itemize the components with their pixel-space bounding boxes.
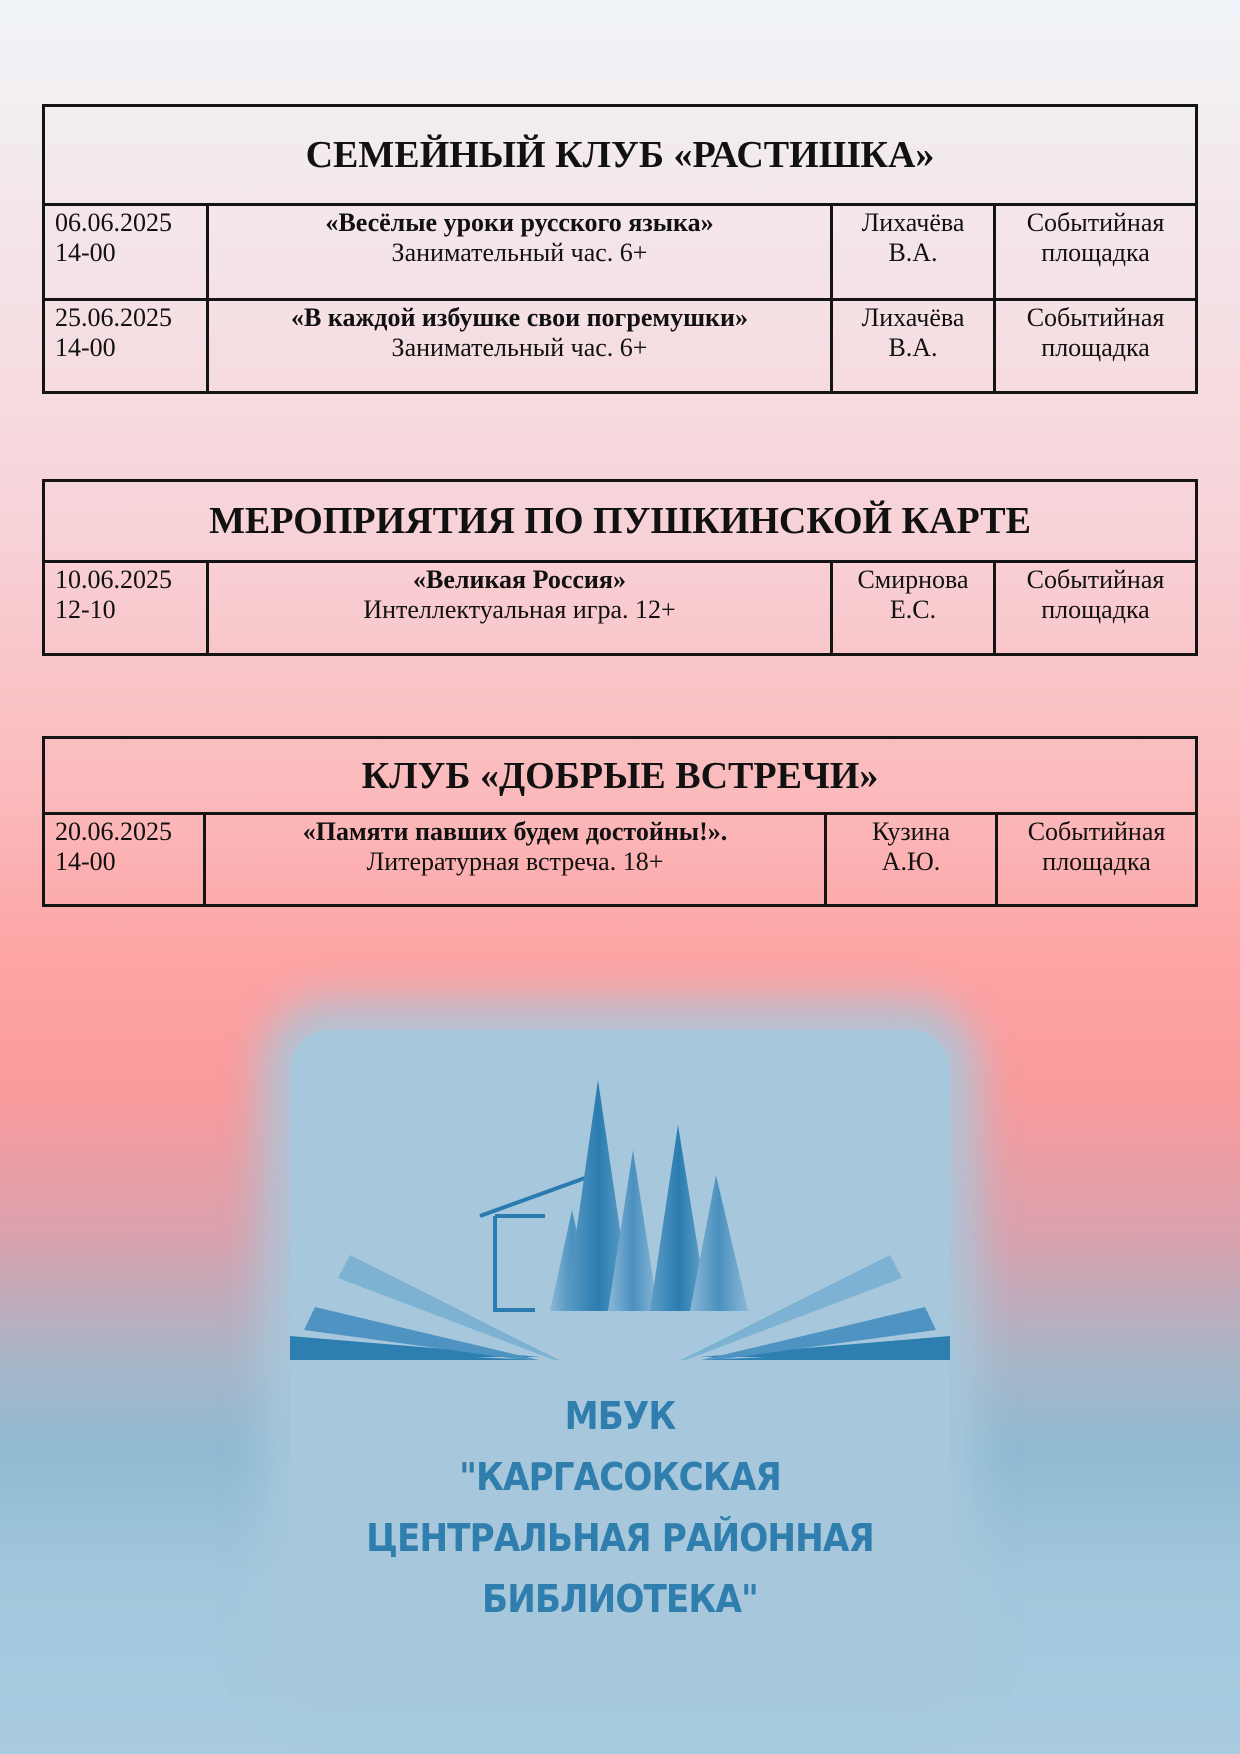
event-info [205, 814, 826, 906]
venue-line-1: Событийная [1026, 303, 1165, 332]
event-datetime [44, 814, 205, 906]
venue-line-1: Событийная [1026, 208, 1165, 237]
org-line-3: ЦЕНТРАЛЬНАЯ РАЙОННАЯ [366, 1516, 874, 1560]
venue-line-2: площадка [1041, 595, 1150, 624]
schedule-table-pushkin-card [42, 479, 1198, 656]
schedule-table-rastishka [42, 104, 1198, 394]
event-type: Занимательный час. 6+ [391, 238, 648, 267]
event-name: «Великая Россия» [413, 565, 626, 594]
host-initials: А.Ю. [881, 847, 941, 876]
event-venue [995, 562, 1197, 655]
event-time: 14-00 [55, 333, 116, 362]
event-host [832, 562, 995, 655]
host-initials: В.А. [888, 238, 938, 267]
venue-line-1: Событийная [1026, 565, 1165, 594]
event-type: Занимательный час. 6+ [391, 333, 648, 362]
event-venue [995, 205, 1197, 300]
event-name: «Памяти павших будем достойны!». [302, 817, 728, 846]
event-time: 12-10 [55, 595, 116, 624]
host-surname: Лихачёва [861, 303, 965, 332]
event-date: 06.06.2025 [55, 208, 172, 237]
event-venue [995, 300, 1197, 393]
event-host [832, 300, 995, 393]
host-initials: Е.С. [889, 595, 937, 624]
event-host [832, 205, 995, 300]
event-type: Литературная встреча. 18+ [366, 847, 664, 876]
host-initials: В.А. [888, 333, 938, 362]
event-date: 20.06.2025 [55, 817, 172, 846]
event-info [208, 562, 832, 655]
library-logo [290, 1030, 950, 1680]
event-name: «Весёлые уроки русского языка» [325, 208, 714, 237]
section-title: МЕРОПРИЯТИЯ ПО ПУШКИНСКОЙ КАРТЕ [44, 481, 1197, 562]
host-surname: Смирнова [857, 565, 969, 594]
event-date: 25.06.2025 [55, 303, 172, 332]
event-time: 14-00 [55, 847, 116, 876]
section-title: СЕМЕЙНЫЙ КЛУБ «РАСТИШКА» [44, 106, 1197, 205]
event-datetime [44, 205, 208, 300]
library-book-trees-house-icon [290, 1030, 950, 1360]
org-line-2: "КАРГАСОКСКАЯ [459, 1455, 781, 1499]
event-datetime [44, 300, 208, 393]
event-datetime [44, 562, 208, 655]
event-type: Интеллектуальная игра. 12+ [363, 595, 676, 624]
org-line-1: МБУК [564, 1394, 676, 1438]
event-host [826, 814, 997, 906]
venue-line-2: площадка [1042, 847, 1151, 876]
host-surname: Лихачёва [861, 208, 965, 237]
venue-line-2: площадка [1041, 333, 1150, 362]
event-venue [997, 814, 1197, 906]
event-date: 10.06.2025 [55, 565, 172, 594]
event-info [208, 205, 832, 300]
event-time: 14-00 [55, 238, 116, 267]
schedule-table-dobrye-vstrechi [42, 736, 1198, 907]
event-info [208, 300, 832, 393]
section-title: КЛУБ «ДОБРЫЕ ВСТРЕЧИ» [44, 738, 1197, 814]
venue-line-2: площадка [1041, 238, 1150, 267]
host-surname: Кузина [871, 817, 951, 846]
venue-line-1: Событийная [1027, 817, 1166, 846]
event-name: «В каждой избушке свои погремушки» [291, 303, 748, 332]
org-line-4: БИБЛИОТЕКА" [482, 1577, 758, 1621]
